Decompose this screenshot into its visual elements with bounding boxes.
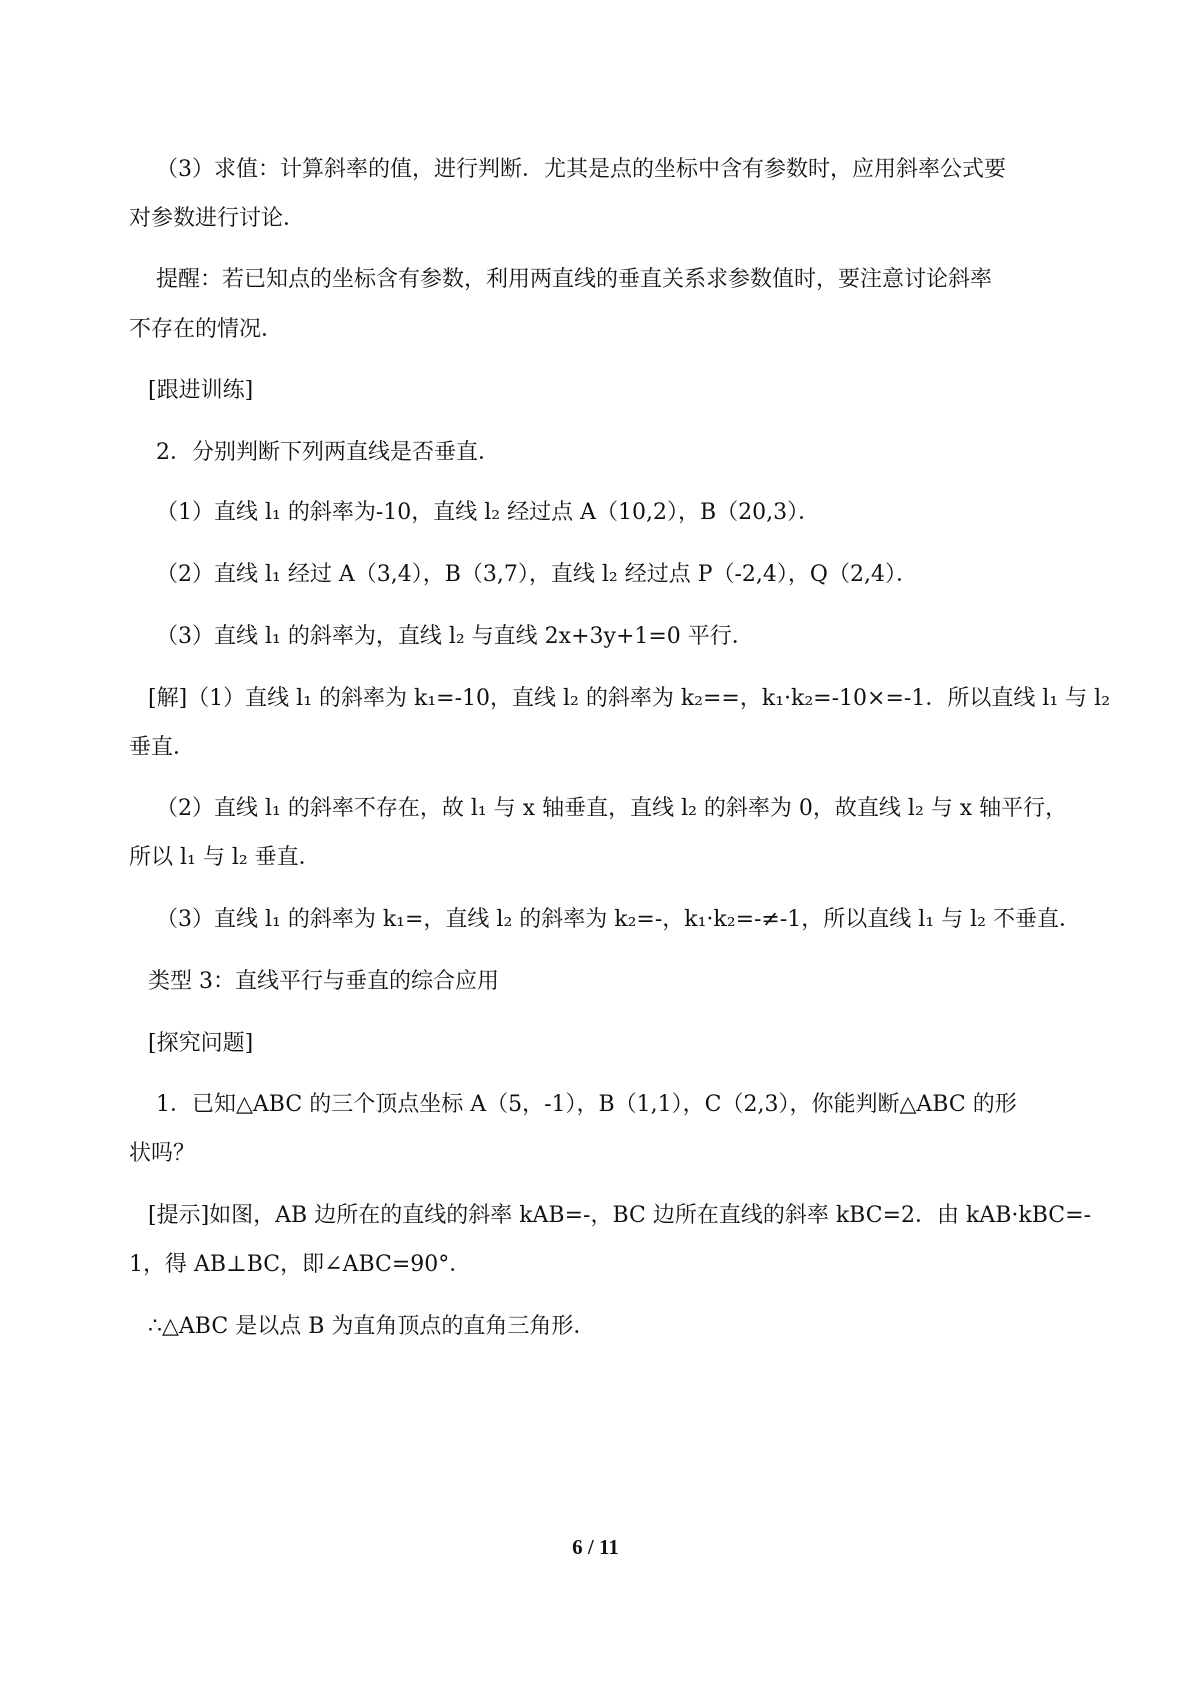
section-heading: 类型 3：直线平行与垂直的综合应用 [148, 969, 499, 994]
question-title: 1．已知△ABC 的三个顶点坐标 A（5，-1），B（1,1），C（2,3），你能判断△ABC 的形 [156, 1092, 1017, 1117]
page-number: 6 / 11 [572, 1535, 619, 1559]
solution-line: 垂直． [129, 735, 196, 760]
question-item: （1）直线 l₁ 的斜率为-10，直线 l₂ 经过点 A（10,2），B（20,3）． [156, 500, 821, 525]
text-line: 对参数进行讨论． [129, 206, 306, 231]
text-line: 提醒：若已知点的坐标含有参数，利用两直线的垂直关系求参数值时，要注意讨论斜率 [156, 267, 993, 292]
solution-line: （3）直线 l₁ 的斜率为 k₁=，直线 l₂ 的斜率为 k₂=-，k₁·k₂=-≠-1，所以直线 l₁ 与 l₂ 不垂直． [156, 907, 1081, 932]
section-heading: [探究问题] [148, 1031, 254, 1056]
text-line: 不存在的情况． [129, 317, 284, 342]
solution-line: [解]（1）直线 l₁ 的斜率为 k₁=-10，直线 l₂ 的斜率为 k₂==，k₁·k₂=-10×=-1．所以直线 l₁ 与 l₂ [148, 686, 1111, 711]
hint-line: 1，得 AB⊥BC，即∠ABC=90°． [129, 1252, 472, 1277]
question-item: （2）直线 l₁ 经过 A（3,4），B（3,7），直线 l₂ 经过点 P（-2,4），Q（2,4）． [156, 562, 918, 587]
section-heading: [跟进训练] [148, 378, 254, 403]
question-title: 2．分别判断下列两直线是否垂直． [156, 440, 500, 465]
solution-line: 所以 l₁ 与 l₂ 垂直． [129, 845, 321, 870]
conclusion-line: ∴△ABC 是以点 B 为直角顶点的直角三角形． [148, 1314, 596, 1339]
question-title: 状吗？ [129, 1141, 196, 1166]
hint-line: [提示]如图，AB 边所在的直线的斜率 kAB=-，BC 边所在直线的斜率 kBC=2．由 kAB·kBC=- [148, 1203, 1092, 1228]
text-line: （3）求值：计算斜率的值，进行判断．尤其是点的坐标中含有参数时，应用斜率公式要 [156, 157, 1006, 182]
solution-line: （2）直线 l₁ 的斜率不存在，故 l₁ 与 x 轴垂直，直线 l₂ 的斜率为 0，故直线 l₂ 与 x 轴平行， [156, 796, 1068, 821]
question-item: （3）直线 l₁ 的斜率为，直线 l₂ 与直线 2x+3y+1=0 平行． [156, 624, 754, 649]
